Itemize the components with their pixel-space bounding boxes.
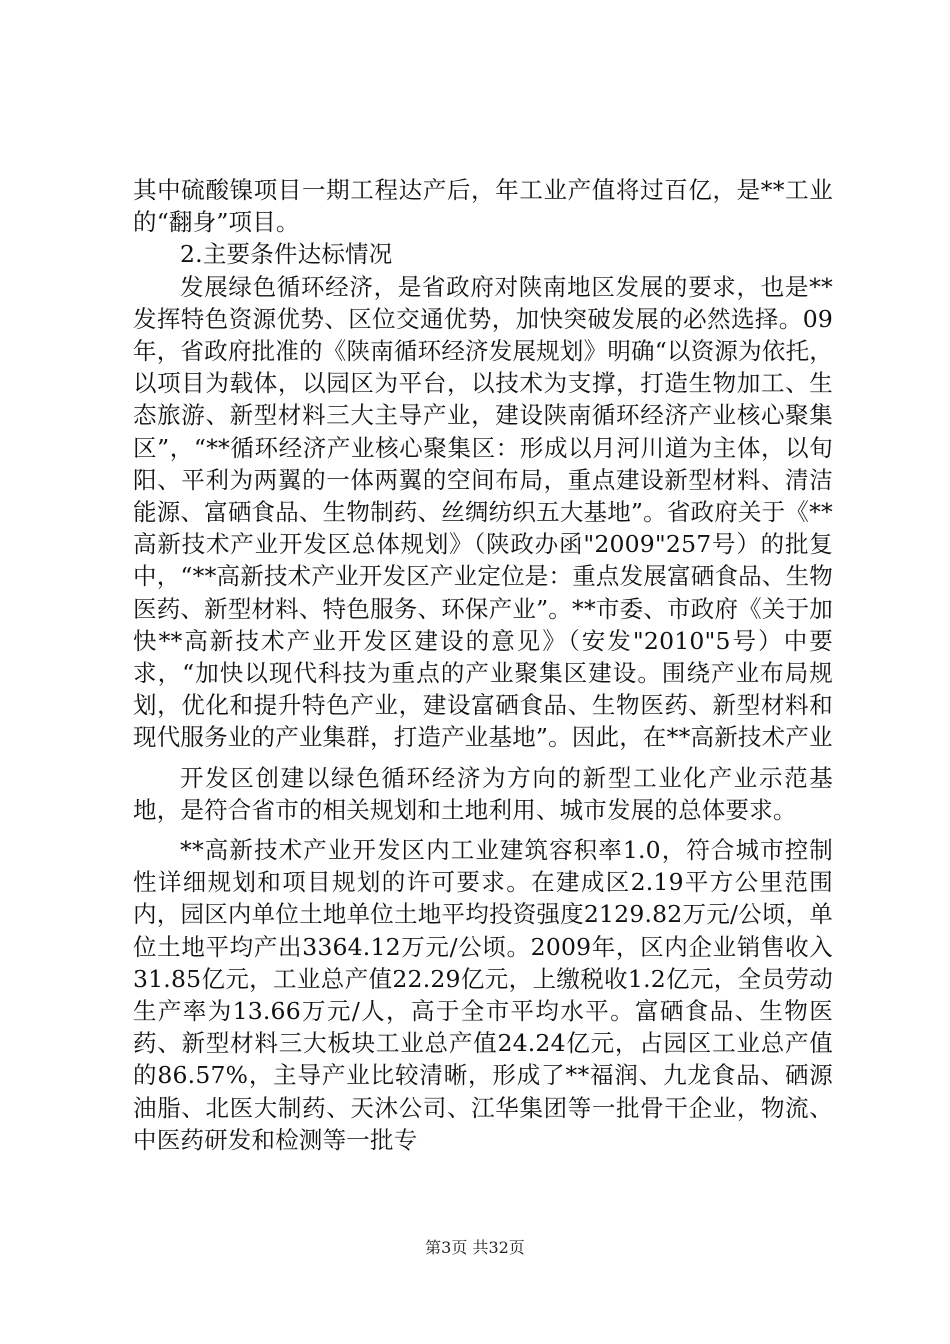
paragraph-continuation: 其中硫酸镍项目一期工程达产后，年工业产值将过百亿，是**工业的“翻身”项目。 [133,176,833,237]
section-heading: 2.主要条件达标情况 [180,240,393,269]
paragraph-indicators: **高新技术产业开发区内工业建筑容积率1.0，符合城市控制性详细规划和项目规划的许可要求。在建成区2.19平方公里范围内，园区内单位土地单位土地平均投资强度2129.82万元/公顷，单位土地平均产出3364.12万元/公顷。2009年，区内企业销售收入31.85亿元，工业总产值22.29亿元，上缴税收1.2亿元，全员劳动生产率为13.66万元/人，高于全市平均水平。富硒食品、生物医药、新型材料三大板块工业总产值24.24亿元，占园区工业总产值的86.57%，主导产业比较清晰，形成了**福润、九龙食品、硒源油脂、北医大制药、天沐公司、江华集团等一批骨干企业，物流、中医药研发和检测等一批专 [133,836,833,1154]
page-number-footer: 第3页 共32页 [425,1238,525,1257]
document-body [133,174,833,1156]
paragraph-policy: 发展绿色循环经济，是省政府对陕南地区发展的要求，也是**发挥特色资源优势、区位交通优势，加快突破发展的必然选择。09年，省政府批准的《陕南循环经济发展规划》明确“以资源为依托，以项目为载体，以园区为平台，以技术为支撑，打造生物加工、生态旅游、新型材料三大主导产业，建设陕南循环经济产业核心聚集区”，“**循环经济产业核心聚集区：形成以月河川道为主体，以旬阳、平利为两翼的一体两翼的空间布局，重点建设新型材料、清洁能源、富硒食品、生物制药、丝绸纺织五大基地”。省政府关于《**高新技术产业开发区总体规划》（陕政办函"2009"257号）的批复中，“**高新技术产业开发区产业定位是：重点发展富硒食品、生物医药、新型材料、特色服务、环保产业”。**市委、市政府《关于加快**高新技术产业开发区建设的意见》（安发"2010"5号）中要求，“加快以现代科技为重点的产业聚集区建设。围绕产业布局规划，优化和提升特色产业，建设富硒食品、生物医药、新型材料和现代服务业的产业集群，打造产业基地”。因此，在**高新技术产业 [133,272,833,752]
paragraph-base: 开发区创建以绿色循环经济为方向的新型工业化产业示范基地，是符合省市的相关规划和土地利用、城市发展的总体要求。 [133,763,833,824]
